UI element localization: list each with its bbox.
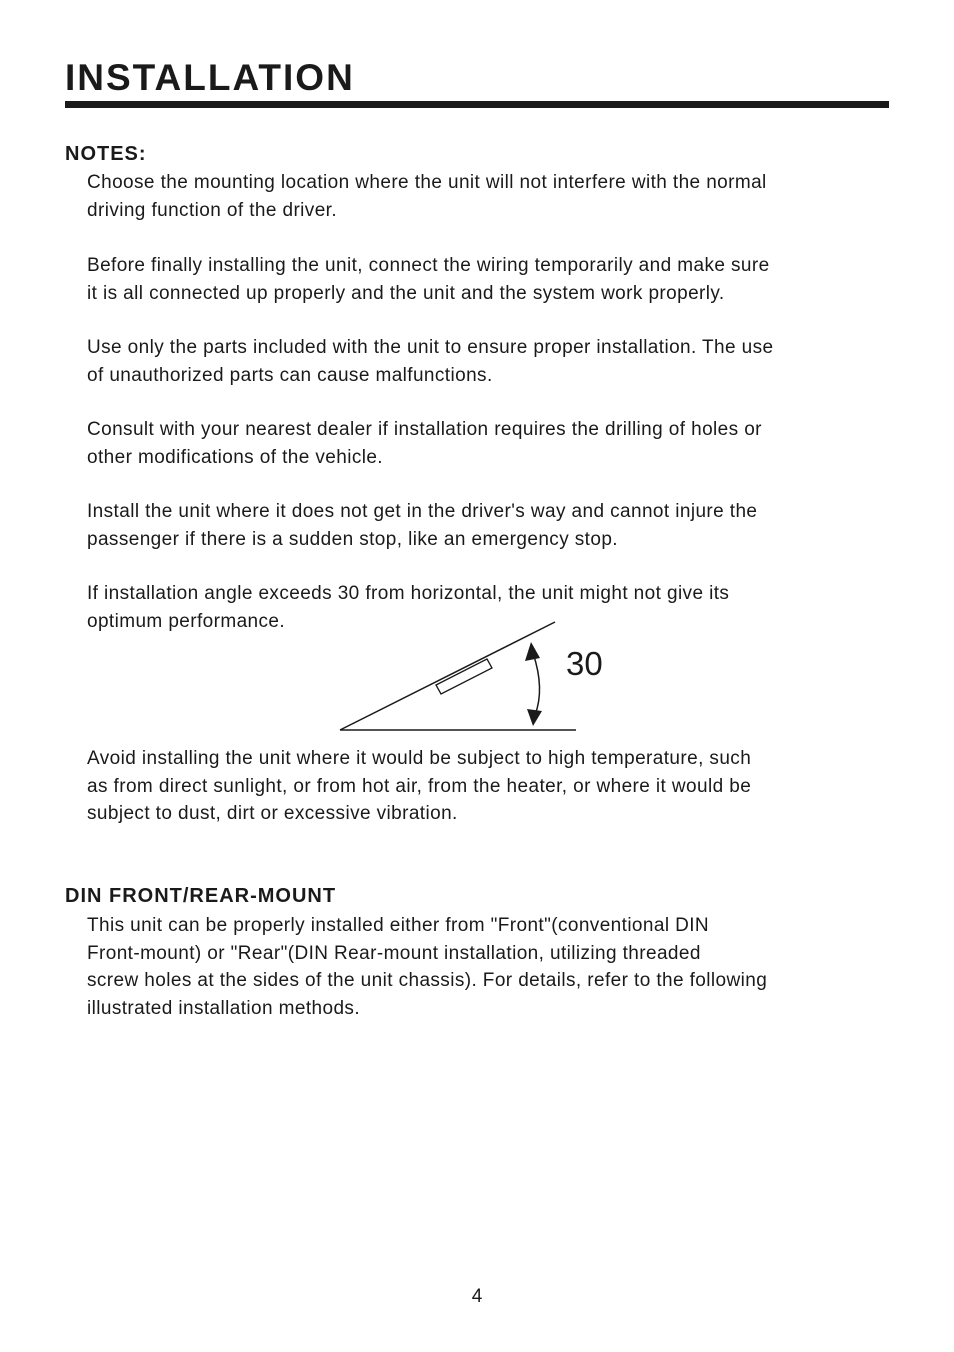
note-paragraph-3: Use only the parts included with the unit to ensure proper installation. The use of unauthorized parts can cause malfunctions. [87,337,774,386]
page-title: INSTALLATION [65,57,355,98]
tilted-line [340,622,555,730]
note-paragraph-5: Install the unit where it does not get in the driver's way and cannot injure the passenger if there is a sudden stop, like an emergency stop. [87,501,758,550]
note-paragraph-2: Before finally installing the unit, connect the wiring temporarily and make sure it is all connected up properly and the unit and the system work properly. [87,255,770,304]
din-mount-heading: DIN FRONT/REAR-MOUNT [65,885,337,907]
note-paragraph-1: Choose the mounting location where the unit will not interfere with the normal driving function of the driver. [87,172,767,221]
din-mount-paragraph: This unit can be properly installed either from "Front"(conventional DIN Front-mount) or "Rear"(DIN Rear-mount installation, utilizing threaded screw holes at the sides of the unit chassis). For details, refer to the following illustrated installation methods. [87,915,768,1019]
angle-arc [533,653,540,715]
note-paragraph-7: Avoid installing the unit where it would be subject to high temperature, such as from direct sunlight, or from hot air, from the heater, or where it would be subject to dust, dirt or excessive vibration. [87,748,752,824]
unit-rectangle [436,659,492,694]
note-paragraph-4: Consult with your nearest dealer if installation requires the drilling of holes or other modifications of the vehicle. [87,419,762,468]
arrow-down-icon [527,709,542,726]
arrow-up-icon [525,642,540,661]
note-paragraph-6: If installation angle exceeds 30 from horizontal, the unit might not give its optimum performance. [87,583,730,632]
angle-label: 30 [566,645,603,682]
notes-heading: NOTES: [65,143,147,165]
title-rule [65,101,889,108]
page-number: 4 [471,1286,483,1307]
